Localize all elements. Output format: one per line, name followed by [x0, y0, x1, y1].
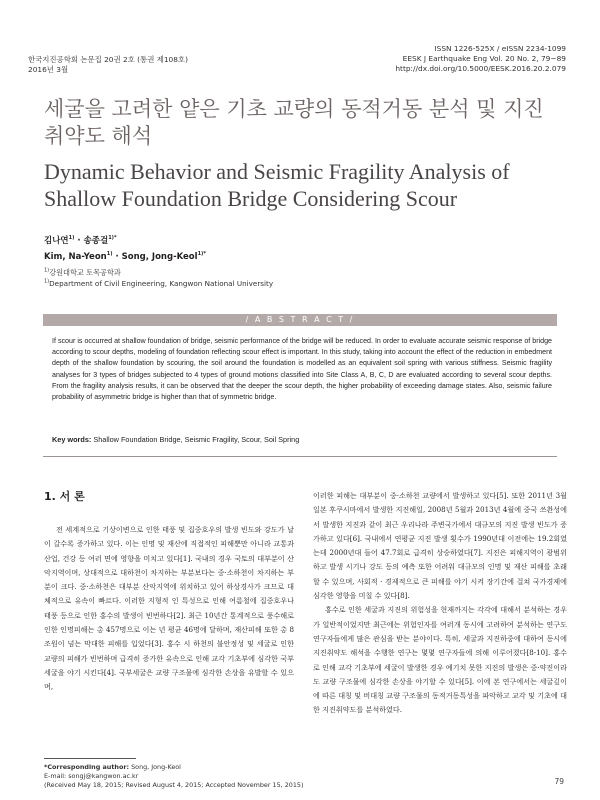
abstract-heading: / A B S T R A C T /	[43, 314, 557, 326]
affiliation-text: 강원대학교 토목공학과	[49, 268, 121, 277]
corresponding-author	[44, 763, 304, 772]
paper-title-ko: 세굴을 고려한 얕은 기초 교량의 동적거동 분석 및 지진 취약도 해석	[44, 97, 544, 148]
author-name: 김나연	[44, 236, 69, 246]
section-title-introduction: 1. 서 론	[44, 490, 85, 503]
authors-ko	[44, 234, 117, 246]
page-number: 79	[554, 777, 564, 786]
corresponding-name: Song, Jong-Keol	[131, 763, 181, 771]
author-affiliation-mark: 1)*	[108, 235, 117, 242]
journal-name-ko: 한국지진공학회 논문집 20권 2호 (통권 제108호)	[28, 55, 188, 64]
author-affiliation-mark: 1)	[68, 235, 75, 242]
body-paragraph: 이러한 피해는 대부분이 중·소하천 교량에서 발생하고 있다[5]. 또한 2011년 3월 일본 후쿠시마에서 발생한 지진해일, 2008년 5월과 2013년 4월에 중국 쓰촨성에서 발생한 지진과 같이 최근 우리나라 주변국가에서 대규모의 지진 발생 빈도가 증가하고 있다[6]. 국내에서 연평균 지진 발생 횟수가 1990년대 이전에는 19.2회였는데 2000년대 들어 47.7회로 급격히 상승하였다[7]. 지진은 피해지역이 광범위하고 발생 시기나 강도 등의 예측 또한 어려워 대규모의 인명 및 재산 피해를 초래할 수 있으며, 사회적 · 경제적으로 큰 피해를 야기 시켜 장기간에 걸쳐 국가경제에 심각한 영향을 미칠 수 있다[8].	[313, 491, 567, 601]
doi-link[interactable]: http://dx.doi.org/10.5000/EESK.2016.20.2.079	[395, 64, 566, 73]
paper-title-en: Dynamic Behavior and Seismic Fragility Analysis of Shallow Foundation Bridge Considering Scour	[44, 159, 510, 211]
body-column-left	[44, 523, 294, 695]
keywords-label: Key words:	[52, 435, 92, 444]
abstract-divider	[43, 456, 557, 457]
footnote-divider	[44, 758, 136, 759]
affiliation-text: Department of Civil Engineering, Kangwon National University	[49, 279, 274, 288]
issue-date-ko: 2016년 3월	[28, 65, 69, 74]
affiliation-en	[44, 279, 273, 288]
author-email[interactable]: E-mail: songj@kangwon.ac.kr	[44, 772, 139, 780]
journal-header-left	[28, 55, 188, 75]
footnotes	[44, 763, 304, 790]
affiliation-ko	[44, 268, 121, 278]
author-affiliation-mark: 1)	[106, 251, 113, 258]
affiliation-mark: 1)	[44, 267, 50, 274]
corresponding-label: *Corresponding author:	[44, 763, 130, 771]
author-affiliation-mark: 1)*	[197, 251, 206, 258]
journal-name-en: EESK J Earthquake Eng Vol. 20 No. 2, 79~89	[402, 54, 566, 63]
body-column-right	[313, 489, 567, 718]
abstract-text: If scour is occurred at shallow foundation of bridge, seismic performance of the bridge will be reduced. In order to evaluate accurate seismic response of bridge according to scour depths, modeling of foundation reflecting scour effect is important. In this study, taking into account the effect of the reduction in embedment depth of the shallow foundation by scouring, the soil around the foundation is modelled as an equivalent soil spring with various stiffness. Seismic fragility analyses for 3 types of bridges subjected to 4 types of ground motions classified into Site Class A, B, C, D are evaluated according to several scour depths. From the fragility analysis results, it can be observed that the deeper the scour depth, the higher probability of exceeding damage states. Also, seismic failure probability of asymmetric bridge is higher than that of symmetric bridge.	[52, 337, 552, 402]
author-name: 송종걸	[83, 236, 109, 246]
body-paragraph: 전 세계적으로 기상이변으로 인한 태풍 및 집중호우의 발생 빈도와 강도가 날이 갈수록 증가하고 있다. 이는 인명 및 재산에 직접적인 피해뿐만 아니라 교통과 산업, 건강 등 여러 면에 영향을 미치고 있다[1]. 국내의 경우 국토의 대부분이 산악지역이며, 상대적으로 대하천이 차지하는 부분보다는 중·소하천이 차지하는 부분이 크다. 중·소하천은 대부분 산악지역에 위치하고 있어 하상경사가 크므로 대체적으로 유속이 빠르다. 이러한 지형적 인 특성으로 인해 여름철에 집중호우나 태풍 등으로 인한 홍수의 발생이 빈번하다[2]. 최근 10년간 통계적으로 풍수해로 인한 인명피해는 총 457명으로 이는 년 평균 46명에 달하며, 재산피해 또한 총 8조원이 넘는 막대한 피해를 입었다[3]. 홍수 시 하천의 불안정성 및 세굴로 인한 교량의 피해가 빈번하며 급격히 증가한 유속으로 인해 교각 기초부에 심각한 국부세굴을 야기 시킨다[4]. 국부세굴은 교량 구조물에 심각한 손상을 유발할 수 있으며,	[44, 525, 294, 692]
keywords	[52, 435, 552, 444]
keywords-list: Shallow Foundation Bridge, Seismic Fragility, Scour, Soil Spring	[93, 435, 300, 444]
author-name: Kim, Na-Yeon	[44, 252, 107, 262]
author-separator: ·	[112, 252, 122, 262]
authors-en	[44, 252, 206, 262]
body-paragraph: 홍수로 인한 세굴과 지진의 위험성을 현재까지는 각각에 대해서 분석하는 경우가 일반적이었지만 최근에는 위험인자를 여러개 동시에 고려하여 분석하는 연구도 연구자들에게 많은 관심을 받는 분야이다. 특히, 세굴과 지진하중에 대하여 동시에 지진취약도 해석을 수행한 연구는 몇몇 연구자들에 의해 이루어졌다[8-10]. 홍수로 인해 교각 기초부에 세굴이 발생한 경우 예기치 못한 지진의 발생은 중·약진이라도 교량 구조물에 심각한 손상을 야기할 수 있다[5]. 이에 본 연구에서는 세굴깊이에 따른 대칭 및 비대칭 교량 구조물의 동적거동특성을 파악하고 교각 및 기초에 대한 지진취약도를 분석하였다.	[313, 605, 567, 715]
affiliation-mark: 1)	[44, 278, 50, 285]
author-name: Song, Jong-Keol	[121, 252, 198, 262]
author-separator: ·	[74, 236, 84, 246]
issn: ISSN 1226-525X / eISSN 2234-1099	[434, 44, 566, 53]
received-dates: (Received May 18, 2015; Revised August 4, 2015; Accepted November 15, 2015)	[44, 781, 304, 789]
journal-header-right	[395, 44, 566, 74]
